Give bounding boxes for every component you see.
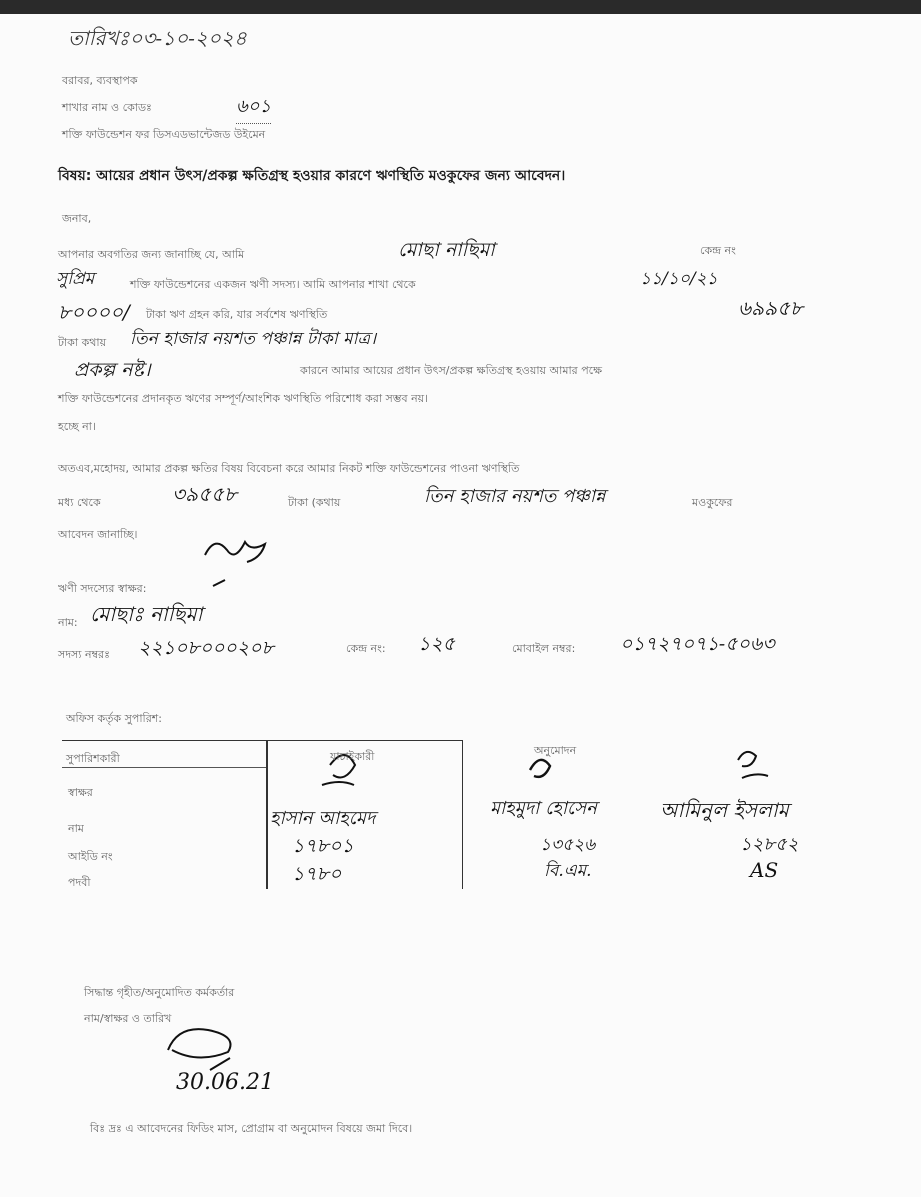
approver-designation-handwritten: AS xyxy=(750,858,779,882)
col-verified: যাচাইকারী xyxy=(330,750,375,763)
salutation: জনাব, xyxy=(62,212,92,225)
row-designation: পদবী xyxy=(68,876,91,889)
footer-note: বিঃ দ্রঃ এ আবেদনের ফিডিং মাস, প্রোগ্রাম বা অনুমোদন বিষয়ে জমা দিবে। xyxy=(90,1122,413,1135)
sign-date-handwritten: 30.06.21 xyxy=(176,1070,274,1095)
address-line-2: শাখার নাম ও কোডঃ xyxy=(62,101,152,114)
para1-line5: কারনে আমার আয়ের প্রধান উৎস/প্রকল্প ক্ষতিগ্রস্থ হওয়ায় আমার পক্ষে xyxy=(300,364,603,377)
row-signature: স্বাক্ষর xyxy=(68,786,93,799)
row-id: আইডি নং xyxy=(68,850,113,863)
applicant-name-handwritten: মোছাঃ নাছিমা xyxy=(90,602,203,626)
para1-line6: শক্তি ফাউন্ডেশনের প্রদানকৃত ঋণের সম্পূর্ণ/আংশিক ঋণস্থিতি পরিশোধ করা সম্ভব নয়। xyxy=(58,392,429,405)
para2-line3: আবেদন জানাচ্ছি। xyxy=(58,528,138,541)
para1-line4: টাকা কথায় xyxy=(58,336,107,349)
applicant-signature-label: ঋণী সদস্যের স্বাক্ষর: xyxy=(58,582,147,595)
approver-id-handwritten: ১২৮৫২ xyxy=(740,834,799,855)
member-name-handwritten: মোছা নাছিমা xyxy=(398,239,495,261)
para1-line5-hand: প্রকল্প নষ্ট। xyxy=(74,359,151,381)
para2-line2-tail: মওকুফের xyxy=(692,496,733,509)
verification-table xyxy=(62,740,463,889)
branch-code-handwritten: ৬০১ xyxy=(236,92,271,124)
para2-line2-mid: টাকা (কথায় xyxy=(288,496,341,509)
subject-line: বিষয়: আয়ের প্রধান উৎস/প্রকল্প ক্ষতিগ্রস্থ হওয়ার কারণে ঋণস্থিতি মওকুফের জন্য আবেদন। xyxy=(58,168,566,184)
loan-date-handwritten: ১১/১০/২১ xyxy=(640,269,718,289)
col-approved: অনুমোদন xyxy=(534,744,577,757)
center-no-handwritten: ১২৫ xyxy=(418,633,456,655)
verifier2-name-handwritten: মাহমুদা হোসেন xyxy=(490,798,597,819)
outstanding-words-handwritten: তিন হাজার নয়শত পঞ্চান্ন টাকা মাত্র। xyxy=(130,329,377,349)
para1-line3: টাকা ঋণ গ্রহন করি, যার সর্বশেষ ঋণস্থিতি xyxy=(146,308,328,321)
approved-label: সিদ্ধান্ত গৃহীত/অনুমোদিত কর্মকর্তার xyxy=(84,986,235,999)
para1-line2-hand: সুপ্রিম xyxy=(56,269,95,289)
applicant-name-label: নাম: xyxy=(58,616,78,629)
cell-designation-handwritten: ১৭৮০ xyxy=(292,863,342,885)
outstanding-handwritten: ৬৯৯৫৮ xyxy=(738,296,803,320)
cell-id-handwritten: ১৭৮০১ xyxy=(292,835,354,857)
waiver-amount-handwritten: ৩৯৫৫৮ xyxy=(172,482,237,506)
mobile-label: মোবাইল নম্বর: xyxy=(512,642,576,655)
para1-line2: শক্তি ফাউন্ডেশনের একজন ঋণী সদস্য। আমি আপনার শাখা থেকে xyxy=(130,278,416,291)
verifier2-designation-handwritten: বি.এম. xyxy=(544,861,592,881)
para1-line1: আপনার অবগতির জন্য জানাচ্ছি যে, আমি xyxy=(58,248,245,261)
para1-line1-tail: কেন্দ্র নং xyxy=(700,244,736,257)
col-recommended: সুপারিশকারী xyxy=(66,752,120,765)
para2-line1: অতএব,মহোদয়, আমার প্রকল্প ক্ষতির বিষয় বিবেচনা করে আমার নিকট শক্তি ফাউন্ডেশনের পাওনা ঋণস্থিতি xyxy=(58,462,520,475)
approver-name-handwritten: আমিনুল ইসলাম xyxy=(660,798,789,822)
row-name: নাম xyxy=(68,822,84,835)
document-date: তারিখঃ০৩-১০-২০২৪ xyxy=(68,26,247,50)
loan-amount-handwritten: ৮০০০০/ xyxy=(58,300,130,324)
verifier2-id-handwritten: ১৩৫২৬ xyxy=(540,835,596,855)
member-no-label: সদস্য নম্বরঃ xyxy=(58,648,110,661)
para2-line2: মধ্য থেকে xyxy=(58,496,101,509)
para1-line7: হচ্ছে না। xyxy=(58,420,96,433)
approver-signature-label: নাম/স্বাক্ষর ও তারিখ xyxy=(84,1012,172,1025)
center-no-label: কেন্দ্র নং: xyxy=(346,642,386,655)
member-no-handwritten: ২২১০৮০০০২০৮ xyxy=(138,637,274,659)
waiver-words-handwritten: তিন হাজার নয়শত পঞ্চান্ন xyxy=(424,486,606,507)
verification-title: অফিস কর্তৃক সুপারিশ: xyxy=(66,712,162,725)
mobile-handwritten: ০১৭২৭০৭১-৫০৬৩ xyxy=(620,633,775,655)
address-line-3: শক্তি ফাউন্ডেশন ফর ডিসএডভান্টেজড উইমেন xyxy=(62,128,266,141)
cell-name-handwritten: হাসান আহমেদ xyxy=(270,808,376,829)
address-line-1: বরাবর, ব্যবস্থাপক xyxy=(62,74,138,87)
